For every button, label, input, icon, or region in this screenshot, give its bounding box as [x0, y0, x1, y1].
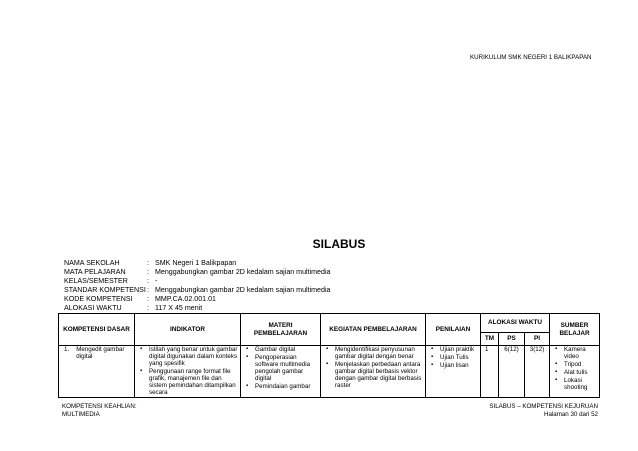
list-item: ▪ Tripod — [555, 361, 597, 368]
syllabus-info — [64, 259, 330, 312]
info-value: SMK Negeri 1 Balikpapan — [155, 259, 237, 267]
info-row-school — [64, 259, 330, 268]
list-item: ▪ Pemindaian gambar — [246, 383, 318, 390]
info-colon: : — [147, 285, 149, 294]
footer-document-title: SILABUS – KOMPETENSI KEJURUAN — [489, 403, 598, 410]
info-colon: : — [147, 259, 149, 267]
list-item: ▪ Istilah yang benar untuk gambar digital digunakan dalam konteks yang spesifik — [140, 346, 238, 367]
list-item: ▪ Mengidentifikasi penyusunan gambar digital dengan benar — [326, 346, 423, 360]
footer-page-number: Halaman 30 dari 52 — [543, 411, 598, 418]
cell-kegiatan — [321, 346, 426, 398]
list-item: ▪ Menjelaskan perbedaan antara gambar digital berbasis vektor dengan gambar digital berbasis raster — [326, 361, 423, 389]
footer-competency-value: MULTIMEDIA — [62, 411, 100, 418]
info-value: - — [155, 276, 158, 285]
info-colon: : — [147, 267, 149, 276]
info-value: MMP.CA.02.001.01 — [155, 294, 216, 303]
kd-number: 1. — [64, 346, 70, 353]
list-item: ▪ Pengoperasian software multimedia pengolah gambar digital — [246, 354, 318, 382]
info-row-competency-code — [64, 295, 330, 304]
header-kompetensi-dasar: KOMPETENSI DASAR — [59, 314, 135, 346]
list-item: ▪ Penggunaan range format file grafik, manajemen file dan sistem pemindahan ditampilkan secara — [140, 368, 238, 396]
list-item: ▪ Lokasi shooting — [555, 377, 597, 391]
cell-indikator — [135, 346, 241, 398]
curriculum-header: KURIKULUM SMK NEGERI 1 BALIKPAPAN — [470, 54, 592, 61]
list-item: ▪ Ujian Tulis — [431, 354, 478, 361]
info-colon: : — [147, 303, 149, 312]
cell-penilaian — [426, 346, 481, 398]
list-item: ▪ Ujian praktik — [431, 346, 478, 353]
header-sumber-belajar: SUMBER BELAJAR — [550, 314, 600, 346]
header-tm: TM — [481, 333, 499, 346]
info-label: STANDAR KOMPETENSI — [64, 285, 146, 294]
footer-competency-label: KOMPETENSI KEAHLIAN: — [62, 403, 137, 410]
kd-text: Mengedit gambar digital — [76, 346, 125, 360]
syllabus-table — [58, 313, 600, 398]
header-pi: PI — [525, 333, 550, 346]
info-label: MATA PELAJARAN — [64, 267, 126, 276]
cell-tm: 1 — [481, 346, 499, 398]
info-value: Menggabungkan gambar 2D kedalam sajian multimedia — [155, 267, 331, 276]
info-value: 117 X 45 menit — [155, 303, 203, 312]
cell-pi: 3(12) — [525, 346, 550, 398]
info-row-class — [64, 277, 330, 286]
header-ps: PS — [499, 333, 525, 346]
info-label: NAMA SEKOLAH — [64, 259, 120, 267]
header-alokasi-waktu: ALOKASI WAKTU — [481, 314, 550, 333]
info-colon: : — [147, 276, 149, 285]
cell-materi — [241, 346, 321, 398]
info-label: KELAS/SEMESTER — [64, 276, 128, 285]
list-item: ▪ Gambar digital — [246, 346, 318, 353]
info-value: Menggabungkan gambar 2D kedalam sajian multimedia — [155, 285, 331, 294]
list-item: ▪ Kamera video — [555, 346, 597, 360]
header-kegiatan: KEGIATAN PEMBELAJARAN — [321, 314, 426, 346]
header-materi: MATERI PEMBELAJARAN — [241, 314, 321, 346]
info-label: KODE KOMPETENSI — [64, 294, 133, 303]
info-row-subject — [64, 268, 330, 277]
header-penilaian: PENILAIAN — [426, 314, 481, 346]
table-row — [59, 346, 600, 398]
info-colon: : — [147, 294, 149, 303]
footer-right — [489, 403, 598, 419]
info-row-time — [64, 304, 330, 313]
list-item: ▪ Ujian lisan — [431, 362, 478, 369]
table-header-row — [59, 314, 600, 333]
list-item: ▪ Alat tulis — [555, 369, 597, 376]
page-title: SILABUS — [312, 237, 366, 251]
cell-sumber-belajar — [550, 346, 600, 398]
info-row-competency-standard — [64, 286, 330, 295]
cell-kompetensi-dasar — [59, 346, 135, 398]
info-label: ALOKASI WAKTU — [64, 303, 122, 312]
cell-ps: 6(12) — [499, 346, 525, 398]
header-indikator: INDIKATOR — [135, 314, 241, 346]
footer-left — [62, 403, 137, 419]
